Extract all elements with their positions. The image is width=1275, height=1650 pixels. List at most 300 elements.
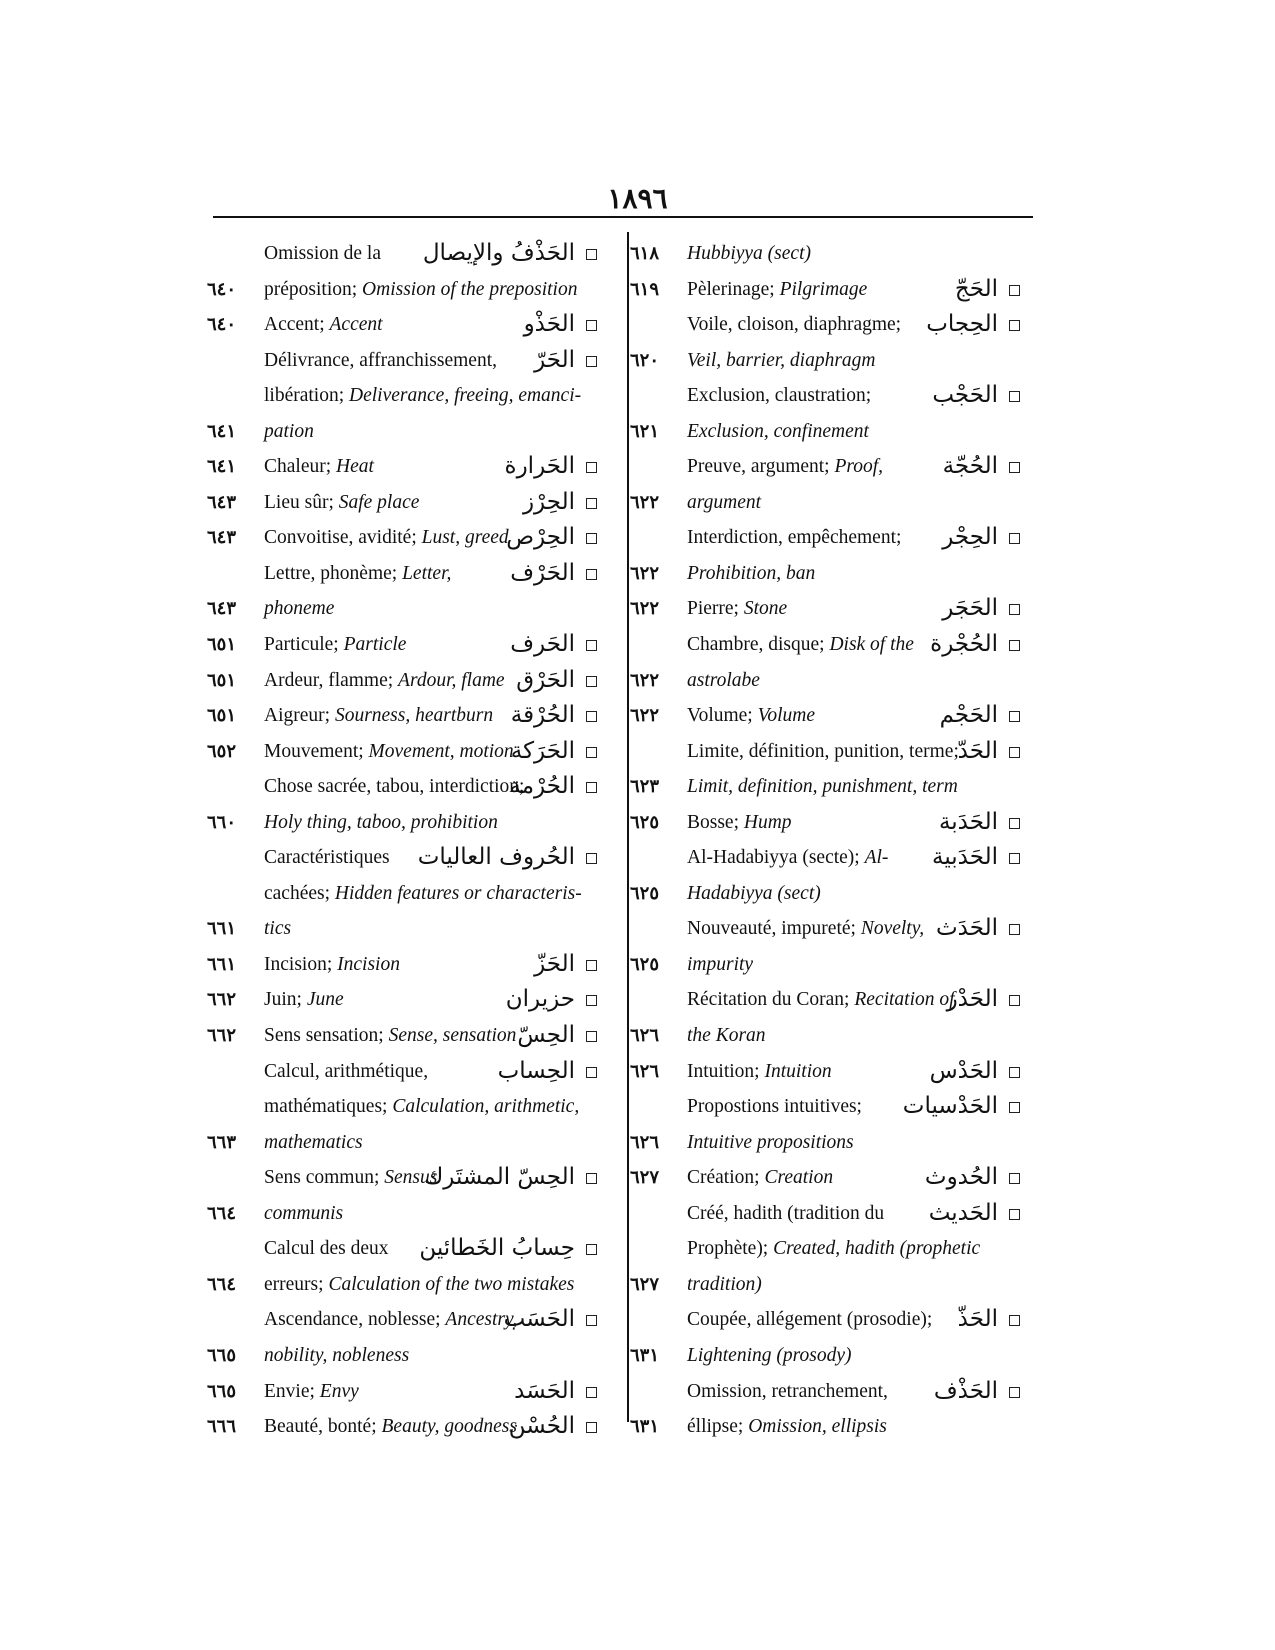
- page-reference: ٦٢٢: [630, 598, 660, 619]
- entry-marker-icon: [586, 747, 597, 758]
- arabic-headword: الحَسَد: [514, 1377, 575, 1404]
- definition-text: [264, 1267, 574, 1303]
- entry-line: [207, 1338, 597, 1374]
- entry-line: [207, 805, 597, 841]
- definition-text: [687, 343, 876, 379]
- arabic-headword: الحِرْز: [522, 488, 575, 515]
- definition-text: [264, 236, 381, 272]
- page-reference: ٦٢٦: [630, 1131, 660, 1152]
- entry-marker-icon: [586, 676, 597, 687]
- arabic-headword: الحِجْر: [942, 524, 998, 551]
- french-definition: Caractéristiques: [264, 847, 390, 869]
- english-definition: Proof,: [834, 456, 884, 478]
- english-definition: Particle: [343, 634, 407, 656]
- english-definition: Omission of the preposition: [362, 278, 578, 300]
- entry-line: [630, 982, 1020, 1018]
- definition-text: [264, 272, 577, 308]
- definition-text: [264, 734, 514, 770]
- entry-line: [207, 840, 597, 876]
- arabic-headword: الحَدَث: [936, 915, 998, 942]
- entry-marker-icon: [586, 569, 597, 580]
- definition-text: [687, 449, 883, 485]
- entry-line: [630, 1267, 1020, 1303]
- definition-text: [264, 840, 390, 876]
- definition-text: [687, 272, 867, 308]
- definition-text: [264, 591, 334, 627]
- entry-line: [207, 982, 597, 1018]
- french-definition: Créé, hadith (tradition du: [687, 1202, 885, 1224]
- french-definition: Bosse;: [687, 811, 744, 833]
- arabic-headword: الحَرَكة: [510, 737, 575, 764]
- french-definition: Lettre, phonème;: [264, 562, 403, 584]
- entry-line: [630, 307, 1020, 343]
- definition-text: [687, 805, 792, 841]
- entry-line: [207, 1267, 597, 1303]
- entry-marker-icon: [586, 1031, 597, 1042]
- entry-marker-icon: [1009, 1067, 1020, 1078]
- english-definition: Omission, ellipsis: [748, 1416, 887, 1438]
- page-reference: ٦٦٢: [207, 989, 237, 1010]
- entry-line: [630, 236, 1020, 272]
- arabic-headword: الحُرْقة: [510, 702, 575, 729]
- french-definition: Particule;: [264, 634, 344, 656]
- french-definition: libération;: [264, 385, 350, 407]
- entry-line: [207, 1125, 597, 1161]
- english-definition: communis: [264, 1202, 344, 1224]
- page-reference: ٦٤٣: [207, 527, 237, 548]
- english-definition: Veil, barrier, diaphragm: [687, 349, 876, 371]
- french-definition: Omission de la: [264, 243, 381, 264]
- entry-line: [207, 627, 597, 663]
- entry-line: [630, 449, 1020, 485]
- definition-text: [264, 1089, 579, 1125]
- arabic-headword: الحَدْر: [946, 986, 998, 1013]
- french-definition: Convoitise, avidité;: [264, 527, 422, 549]
- page-reference: ٦٦٢: [207, 1025, 237, 1046]
- page-reference: ٦٣١: [630, 1416, 660, 1437]
- english-definition: Hadabiyya (sect): [687, 882, 821, 904]
- page-reference: ٦٦١: [207, 953, 237, 974]
- entry-line: [630, 734, 1020, 770]
- definition-text: [687, 556, 815, 592]
- entry-line: [207, 378, 597, 414]
- entry-line: [630, 1125, 1020, 1161]
- definition-text: [264, 449, 374, 485]
- english-definition: Ancestry,: [445, 1309, 518, 1331]
- definition-text: [264, 627, 406, 663]
- entry-line: [207, 485, 597, 521]
- entry-line: [207, 449, 597, 485]
- definition-text: [264, 769, 524, 805]
- english-definition: Stone: [743, 598, 788, 620]
- page-reference: ٦٤٣: [207, 491, 237, 512]
- definition-text: [687, 414, 869, 450]
- french-definition: Chaleur;: [264, 456, 337, 478]
- english-definition: mathematics: [264, 1131, 363, 1153]
- entry-line: [207, 520, 597, 556]
- definition-text: [687, 1018, 766, 1054]
- arabic-headword: الحَجَر: [942, 595, 998, 622]
- english-definition: Creation: [764, 1167, 834, 1189]
- entry-line: [630, 1409, 1020, 1445]
- entry-line: [630, 698, 1020, 734]
- english-definition: Calculation, arithmetic,: [392, 1096, 580, 1118]
- definition-text: [687, 307, 901, 343]
- french-definition: erreurs;: [264, 1273, 329, 1295]
- header-rule: [213, 216, 1033, 218]
- entry-line: [207, 1374, 597, 1410]
- entry-line: [207, 947, 597, 983]
- arabic-headword: الحَرف: [510, 631, 575, 658]
- page-reference: ٦٦٥: [207, 1380, 237, 1401]
- french-definition: Juin;: [264, 989, 307, 1011]
- definition-text: [687, 378, 871, 414]
- english-definition: the Koran: [687, 1025, 766, 1047]
- page-reference: ٦٣١: [630, 1344, 660, 1365]
- entry-line: [207, 414, 597, 450]
- page-reference: ٦٤٣: [207, 598, 237, 619]
- french-definition: mathématiques;: [264, 1096, 393, 1118]
- page-reference: ٦٢٣: [630, 776, 660, 797]
- arabic-headword: الحُجْرة: [930, 631, 998, 658]
- french-definition: Calcul des deux: [264, 1238, 389, 1260]
- arabic-headword: حِسابُ الخَطائين: [419, 1235, 575, 1262]
- entry-marker-icon: [586, 1387, 597, 1398]
- entry-marker-icon: [586, 960, 597, 971]
- entry-marker-icon: [1009, 1173, 1020, 1184]
- page-reference: ٦٢٠: [630, 349, 660, 370]
- definition-text: [687, 947, 753, 983]
- entry-line: [207, 734, 597, 770]
- french-definition: Pierre;: [687, 598, 744, 620]
- page-reference: ٦٢٦: [630, 1025, 660, 1046]
- entry-marker-icon: [1009, 1209, 1020, 1220]
- entry-line: [630, 840, 1020, 876]
- entry-marker-icon: [586, 462, 597, 473]
- definition-text: [687, 1125, 854, 1161]
- french-definition: Chose sacrée, tabou, interdiction;: [264, 776, 525, 798]
- english-definition: Volume: [757, 705, 816, 727]
- arabic-headword: الحَدَبة: [938, 808, 998, 835]
- arabic-headword: الحَدْسيات: [902, 1093, 998, 1120]
- entry-line: [630, 947, 1020, 983]
- page-reference: ٦٦٥: [207, 1344, 237, 1365]
- page-reference: ٦٢٢: [630, 669, 660, 690]
- entry-line: [207, 591, 597, 627]
- entry-marker-icon: [586, 1244, 597, 1255]
- french-definition: Exclusion, claustration;: [687, 385, 872, 407]
- english-definition: Limit, definition, punishment, term: [687, 776, 958, 798]
- french-definition: Propostions intuitives;: [687, 1096, 862, 1118]
- definition-text: [687, 236, 811, 272]
- french-definition: Intuition;: [687, 1060, 765, 1082]
- definition-text: [264, 947, 400, 983]
- entry-line: [207, 1231, 597, 1267]
- english-definition: Hump: [743, 811, 792, 833]
- page-reference: ٦٤٠: [207, 278, 237, 299]
- definition-text: [264, 1409, 517, 1445]
- definition-text: [687, 1089, 862, 1125]
- page-reference: ٦٦٤: [207, 1202, 237, 1223]
- definition-text: [264, 1338, 409, 1374]
- page-reference: ٦٤١: [207, 456, 237, 477]
- entry-marker-icon: [1009, 711, 1020, 722]
- entry-marker-icon: [586, 356, 597, 367]
- entry-marker-icon: [1009, 818, 1020, 829]
- definition-text: [687, 1409, 887, 1445]
- english-definition: June: [306, 989, 344, 1011]
- definition-text: [687, 911, 924, 947]
- english-definition: Sensus: [384, 1167, 438, 1189]
- page-number: ١٨٩٦: [607, 184, 668, 215]
- entry-marker-icon: [1009, 1102, 1020, 1113]
- entry-line: [207, 1409, 597, 1445]
- definition-text: [264, 1125, 363, 1161]
- definition-text: [687, 982, 955, 1018]
- page-reference: ٦٦٣: [207, 1131, 237, 1152]
- french-definition: Sens sensation;: [264, 1025, 389, 1047]
- arabic-headword: الحَزّ: [534, 950, 575, 977]
- arabic-headword: الحَرارة: [504, 453, 575, 480]
- arabic-headword: الحَذّ: [957, 1306, 998, 1333]
- english-definition: Incision: [337, 953, 400, 975]
- arabic-headword: الحُدوث: [924, 1164, 998, 1191]
- english-definition: Recitation of: [854, 989, 955, 1011]
- page-reference: ٦٦١: [207, 918, 237, 939]
- definition-text: [264, 911, 291, 947]
- french-definition: Récitation du Coran;: [687, 989, 855, 1011]
- entry-marker-icon: [586, 320, 597, 331]
- entry-line: [630, 591, 1020, 627]
- entry-marker-icon: [1009, 533, 1020, 544]
- definition-text: [264, 1374, 359, 1410]
- english-definition: tics: [264, 918, 292, 940]
- page-reference: ٦٦٦: [207, 1416, 237, 1437]
- entry-marker-icon: [586, 995, 597, 1006]
- definition-text: [687, 663, 760, 699]
- entry-marker-icon: [1009, 320, 1020, 331]
- page-reference: ٦٤١: [207, 420, 237, 441]
- entry-line: [207, 911, 597, 947]
- definition-text: [687, 876, 821, 912]
- definition-text: [264, 343, 497, 379]
- english-definition: nobility, nobleness: [264, 1344, 410, 1366]
- definition-text: [264, 520, 509, 556]
- definition-text: [687, 591, 787, 627]
- entry-line: [207, 307, 597, 343]
- definition-text: [687, 1338, 851, 1374]
- english-definition: Hubbiyya (sect): [687, 243, 811, 264]
- english-definition: Created, hadith (prophetic: [773, 1238, 981, 1260]
- french-definition: Incision;: [264, 953, 338, 975]
- arabic-headword: الحِساب: [497, 1057, 575, 1084]
- page-reference: ٦٢٢: [630, 491, 660, 512]
- entry-marker-icon: [586, 1422, 597, 1433]
- page-reference: ٦٢٧: [630, 1167, 660, 1188]
- entry-marker-icon: [1009, 995, 1020, 1006]
- entry-line: [630, 876, 1020, 912]
- entry-marker-icon: [586, 1067, 597, 1078]
- english-definition: Calculation of the two mistakes: [328, 1273, 575, 1295]
- arabic-headword: الحَدّ: [957, 737, 998, 764]
- entry-line: [630, 1338, 1020, 1374]
- arabic-headword: حزيران: [505, 986, 575, 1013]
- english-definition: Sourness, heartburn: [334, 705, 494, 727]
- definition-text: [687, 734, 959, 770]
- page-reference: ٦٥١: [207, 634, 237, 655]
- page-reference: ٦٥١: [207, 705, 237, 726]
- entry-line: [630, 414, 1020, 450]
- entry-marker-icon: [1009, 1315, 1020, 1326]
- arabic-headword: الحُروف العاليات: [417, 844, 575, 871]
- french-definition: préposition;: [264, 278, 363, 300]
- entry-line: [207, 343, 597, 379]
- entry-line: [630, 343, 1020, 379]
- definition-text: [264, 378, 581, 414]
- entry-line: [630, 1054, 1020, 1090]
- arabic-headword: الحَديث: [928, 1199, 998, 1226]
- entry-line: [630, 911, 1020, 947]
- definition-text: [264, 1231, 389, 1267]
- arabic-headword: الحِسّ المشتَرك: [424, 1164, 575, 1191]
- french-definition: Délivrance, affranchissement,: [264, 349, 497, 371]
- french-definition: Envie;: [264, 1380, 320, 1402]
- page-reference: ٦٢٥: [630, 953, 660, 974]
- definition-text: [264, 698, 493, 734]
- entry-line: [630, 1374, 1020, 1410]
- entry-line: [630, 769, 1020, 805]
- entry-marker-icon: [586, 249, 597, 260]
- arabic-headword: الحَجْم: [939, 702, 998, 729]
- french-definition: Pèlerinage;: [687, 278, 780, 300]
- english-definition: Al-: [864, 847, 889, 869]
- arabic-headword: الحَذْو: [523, 311, 575, 338]
- entry-line: [207, 1089, 597, 1125]
- page-reference: ٦٢١: [630, 420, 660, 441]
- english-definition: astrolabe: [687, 669, 760, 691]
- french-definition: cachées;: [264, 882, 335, 904]
- page-reference: ٦٢٥: [630, 811, 660, 832]
- entry-line: [630, 805, 1020, 841]
- english-definition: Heat: [336, 456, 374, 478]
- entry-marker-icon: [586, 498, 597, 509]
- arabic-headword: الحَرّ: [534, 346, 575, 373]
- definition-text: [687, 1267, 762, 1303]
- arabic-headword: الحِرْص: [506, 524, 575, 551]
- definition-text: [264, 1054, 428, 1090]
- page-reference: ٦٢٥: [630, 882, 660, 903]
- english-definition: Disk of the: [829, 634, 914, 656]
- entry-marker-icon: [586, 853, 597, 864]
- arabic-headword: الحَدَبية: [932, 844, 998, 871]
- entry-line: [207, 1196, 597, 1232]
- entry-line: [630, 1196, 1020, 1232]
- french-definition: Beauté, bonté;: [264, 1416, 382, 1438]
- french-definition: Accent;: [264, 314, 330, 336]
- entry-marker-icon: [1009, 747, 1020, 758]
- french-definition: Limite, définition, punition, terme;: [687, 740, 959, 762]
- entry-marker-icon: [586, 1315, 597, 1326]
- page-reference: ٦٥٢: [207, 740, 237, 761]
- arabic-headword: الحَرْف: [510, 559, 575, 586]
- definition-text: [264, 307, 383, 343]
- english-definition: Pilgrimage: [779, 278, 868, 300]
- english-definition: Lightening (prosody): [687, 1344, 852, 1366]
- definition-text: [687, 1302, 932, 1338]
- arabic-headword: الحَسَب: [503, 1306, 575, 1333]
- definition-text: [687, 1196, 884, 1232]
- english-definition: Deliverance, freeing, emanci-: [349, 385, 582, 407]
- definition-text: [687, 1054, 832, 1090]
- arabic-headword: الحَرْق: [516, 666, 575, 693]
- english-definition: impurity: [687, 953, 754, 975]
- definition-text: [264, 805, 498, 841]
- french-definition: Coupée, allégement (prosodie);: [687, 1309, 933, 1331]
- entry-marker-icon: [586, 782, 597, 793]
- entry-line: [630, 520, 1020, 556]
- entry-line: [207, 1018, 597, 1054]
- definition-text: [687, 627, 914, 663]
- entry-line: [207, 769, 597, 805]
- arabic-headword: الحُجّة: [942, 453, 998, 480]
- definition-text: [687, 1374, 888, 1410]
- left-column: [207, 236, 597, 1445]
- entry-line: [630, 272, 1020, 308]
- definition-text: [264, 1160, 437, 1196]
- entry-marker-icon: [1009, 391, 1020, 402]
- entry-line: [630, 1160, 1020, 1196]
- entry-marker-icon: [1009, 924, 1020, 935]
- english-definition: pation: [264, 420, 314, 442]
- definition-text: [687, 1160, 833, 1196]
- entry-line: [630, 627, 1020, 663]
- entry-line: [630, 1018, 1020, 1054]
- french-definition: Prophète);: [687, 1238, 774, 1260]
- arabic-headword: الحِجاب: [926, 311, 998, 338]
- arabic-headword: الحِسّ: [517, 1022, 575, 1049]
- english-definition: Intuitive propositions: [687, 1131, 854, 1153]
- french-definition: éllipse;: [687, 1416, 749, 1438]
- right-column: [630, 236, 1020, 1445]
- page-reference: ٦٥١: [207, 669, 237, 690]
- entry-marker-icon: [1009, 853, 1020, 864]
- english-definition: Sense, sensation: [388, 1025, 517, 1047]
- page-reference: ٦٦٤: [207, 1273, 237, 1294]
- definition-text: [264, 663, 505, 699]
- entry-marker-icon: [1009, 285, 1020, 296]
- arabic-headword: الحَدْس: [929, 1057, 998, 1084]
- english-definition: Beauty, goodness: [381, 1416, 517, 1438]
- page-reference: ٦٢٦: [630, 1060, 660, 1081]
- page-reference: ٦٤٠: [207, 314, 237, 335]
- entry-line: [630, 378, 1020, 414]
- arabic-headword: الحَذْف: [933, 1377, 998, 1404]
- english-definition: argument: [687, 491, 762, 513]
- french-definition: Création;: [687, 1167, 765, 1189]
- definition-text: [264, 982, 344, 1018]
- french-definition: Ascendance, noblesse;: [264, 1309, 446, 1331]
- entry-line: [207, 272, 597, 308]
- french-definition: Aigreur;: [264, 705, 335, 727]
- english-definition: Accent: [329, 314, 383, 336]
- english-definition: Prohibition, ban: [687, 562, 816, 584]
- english-definition: Safe place: [338, 491, 420, 513]
- page-reference: ٦١٩: [630, 278, 660, 299]
- english-definition: Envy: [319, 1380, 359, 1402]
- page-reference: ٦٦٠: [207, 811, 237, 832]
- entry-marker-icon: [1009, 640, 1020, 651]
- definition-text: [264, 1018, 516, 1054]
